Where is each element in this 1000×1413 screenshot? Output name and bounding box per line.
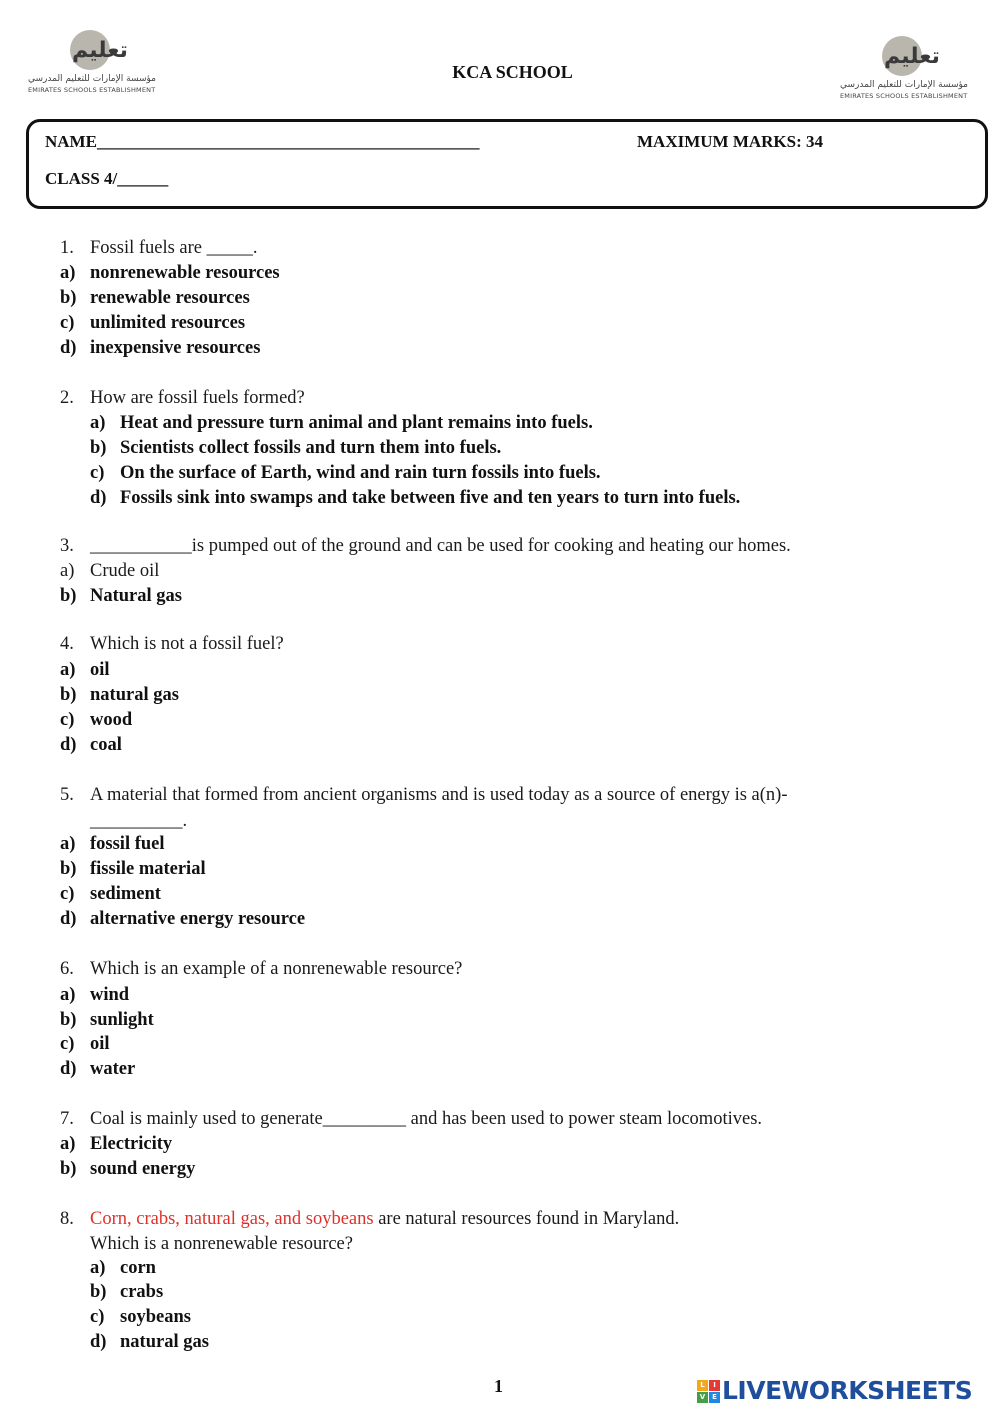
- question-8-line2: Which is a nonrenewable resource?: [90, 1234, 353, 1254]
- option[interactable]: [60, 985, 129, 1006]
- logo-arabic-text: مؤسسة الإمارات للتعليم المدرسي: [28, 74, 156, 84]
- logo-english-text: EMIRATES SCHOOLS ESTABLISHMENT: [840, 92, 968, 100]
- option-text: alternative energy resource: [90, 909, 306, 929]
- question-number: 3.: [60, 536, 74, 556]
- option[interactable]: [60, 1059, 135, 1080]
- option[interactable]: [60, 1034, 110, 1055]
- option-text: natural gas: [120, 1332, 209, 1352]
- logo-english-text: EMIRATES SCHOOLS ESTABLISHMENT: [28, 86, 156, 94]
- option[interactable]: [60, 1159, 195, 1180]
- question-text: ___________is pumped out of the ground and can be used for cooking and heating our homes.: [90, 536, 791, 556]
- option[interactable]: [60, 1010, 154, 1031]
- school-title: KCA SCHOOL: [452, 62, 573, 82]
- option-text: corn: [120, 1258, 156, 1278]
- option[interactable]: [60, 735, 122, 756]
- option[interactable]: [60, 586, 182, 607]
- option-text: wind: [90, 985, 130, 1005]
- option-text: Crude oil: [90, 561, 160, 581]
- question-text: Which is not a fossil fuel?: [90, 634, 284, 654]
- logo-letter: I: [709, 1380, 720, 1391]
- question-text: Fossil fuels are _____.: [90, 238, 258, 258]
- option-letter: a): [90, 1258, 106, 1278]
- highlighted-resources-text: Corn, crabs, natural gas, and soybeans: [90, 1209, 374, 1229]
- option-letter: d): [60, 735, 77, 755]
- question-number: 6.: [60, 959, 74, 979]
- option-text: On the surface of Earth, wind and rain turn fossils into fuels.: [120, 463, 601, 483]
- option-letter: a): [60, 1134, 76, 1154]
- option-letter: b): [60, 288, 77, 308]
- option-letter: c): [60, 1034, 75, 1054]
- option-text: oil: [90, 660, 110, 680]
- question-number: 1.: [60, 238, 74, 258]
- option-letter: c): [90, 463, 105, 483]
- option-letter: b): [60, 685, 77, 705]
- option-text: water: [90, 1059, 136, 1079]
- option-text: nonrenewable resources: [90, 263, 280, 283]
- question-text: are natural resources found in Maryland.: [373, 1209, 680, 1229]
- option-text: natural gas: [90, 685, 179, 705]
- option-letter: a): [60, 985, 76, 1005]
- logo-letter: E: [709, 1392, 720, 1403]
- option[interactable]: [60, 685, 179, 706]
- option[interactable]: [60, 710, 132, 731]
- option[interactable]: [90, 1258, 156, 1279]
- option-letter: c): [90, 1307, 105, 1327]
- option-text: Electricity: [90, 1134, 173, 1154]
- option-text: fissile material: [90, 859, 206, 879]
- question-text: Coal is mainly used to generate_________ and has been used to power steam locomotives.: [90, 1109, 763, 1129]
- name-field[interactable]: NAME_____________________________________________: [45, 132, 480, 151]
- question-7: [60, 1109, 762, 1130]
- option-text: Heat and pressure turn animal and plant remains into fuels.: [120, 413, 593, 433]
- option-text: unlimited resources: [90, 313, 246, 333]
- option[interactable]: [60, 313, 245, 334]
- option-letter: b): [90, 1282, 107, 1302]
- option[interactable]: [60, 660, 110, 681]
- question-number: 8.: [60, 1209, 74, 1229]
- liveworksheets-wordmark: LIVEWORKSHEETS: [722, 1376, 973, 1405]
- option[interactable]: [90, 1307, 191, 1328]
- option-letter: a): [60, 561, 75, 581]
- option-letter: d): [60, 1059, 77, 1079]
- option[interactable]: [60, 884, 161, 905]
- logo-letter: L: [697, 1380, 708, 1391]
- option[interactable]: [90, 488, 740, 509]
- logo-glyph: تعليم: [72, 38, 128, 63]
- option-letter: a): [60, 660, 76, 680]
- option[interactable]: [60, 288, 250, 309]
- liveworksheets-logo-icon: [697, 1380, 721, 1404]
- option-letter: c): [60, 884, 75, 904]
- option-letter: d): [90, 488, 107, 508]
- option-text: Scientists collect fossils and turn them into fuels.: [120, 438, 502, 458]
- class-field[interactable]: CLASS 4/______: [45, 169, 169, 188]
- question-5-blank: __________.: [90, 811, 188, 831]
- option-letter: c): [60, 710, 75, 730]
- option-letter: b): [60, 859, 77, 879]
- option-letter: d): [60, 909, 77, 929]
- question-1: [60, 238, 258, 259]
- option-text: Natural gas: [90, 586, 182, 606]
- question-text: A material that formed from ancient organisms and is used today as a source of energy is a(n)-: [90, 785, 788, 805]
- option-letter: b): [60, 586, 77, 606]
- option-letter: d): [60, 338, 77, 358]
- option-text: fossil fuel: [90, 834, 165, 854]
- question-text: Which is an example of a nonrenewable resource?: [90, 959, 463, 979]
- question-3: [60, 536, 791, 557]
- question-number: 5.: [60, 785, 74, 805]
- logo-arabic-text: مؤسسة الإمارات للتعليم المدرسي: [840, 80, 968, 90]
- option[interactable]: [90, 463, 601, 484]
- option[interactable]: [60, 909, 305, 930]
- option[interactable]: [60, 834, 165, 855]
- option-text: sound energy: [90, 1159, 196, 1179]
- maximum-marks: MAXIMUM MARKS: 34: [637, 132, 824, 151]
- question-text: How are fossil fuels formed?: [90, 388, 305, 408]
- question-2: [60, 388, 305, 409]
- page-number: 1: [494, 1376, 503, 1396]
- logo-letter: V: [697, 1392, 708, 1403]
- question-4: [60, 634, 284, 655]
- option-letter: a): [60, 834, 76, 854]
- option-text: inexpensive resources: [90, 338, 261, 358]
- question-6: [60, 959, 462, 980]
- option[interactable]: [60, 561, 159, 582]
- question-number: 7.: [60, 1109, 74, 1129]
- option[interactable]: [90, 1332, 209, 1353]
- question-5: [60, 785, 787, 806]
- option-letter: a): [90, 413, 106, 433]
- option-letter: b): [90, 438, 107, 458]
- option-letter: c): [60, 313, 75, 333]
- option[interactable]: [60, 338, 260, 359]
- option-text: coal: [90, 735, 122, 755]
- question-number: 4.: [60, 634, 74, 654]
- option[interactable]: [90, 1282, 163, 1303]
- option-text: sediment: [90, 884, 161, 904]
- question-8: [60, 1209, 679, 1230]
- option[interactable]: [90, 413, 593, 434]
- option[interactable]: [60, 1134, 172, 1155]
- logo-glyph: تعليم: [884, 44, 940, 69]
- option[interactable]: [60, 859, 206, 880]
- option-text: crabs: [120, 1282, 164, 1302]
- option[interactable]: [90, 438, 501, 459]
- option-text: Fossils sink into swamps and take between five and ten years to turn into fuels.: [120, 488, 741, 508]
- option-text: soybeans: [120, 1307, 191, 1327]
- option-letter: b): [60, 1010, 77, 1030]
- option[interactable]: [60, 263, 280, 284]
- liveworksheets-brand[interactable]: [697, 1376, 997, 1408]
- option-letter: b): [60, 1159, 77, 1179]
- option-text: renewable resources: [90, 288, 250, 308]
- option-text: sunlight: [90, 1010, 154, 1030]
- option-letter: a): [60, 263, 76, 283]
- option-letter: d): [90, 1332, 107, 1352]
- question-number: 2.: [60, 388, 74, 408]
- option-text: oil: [90, 1034, 110, 1054]
- option-text: wood: [90, 710, 133, 730]
